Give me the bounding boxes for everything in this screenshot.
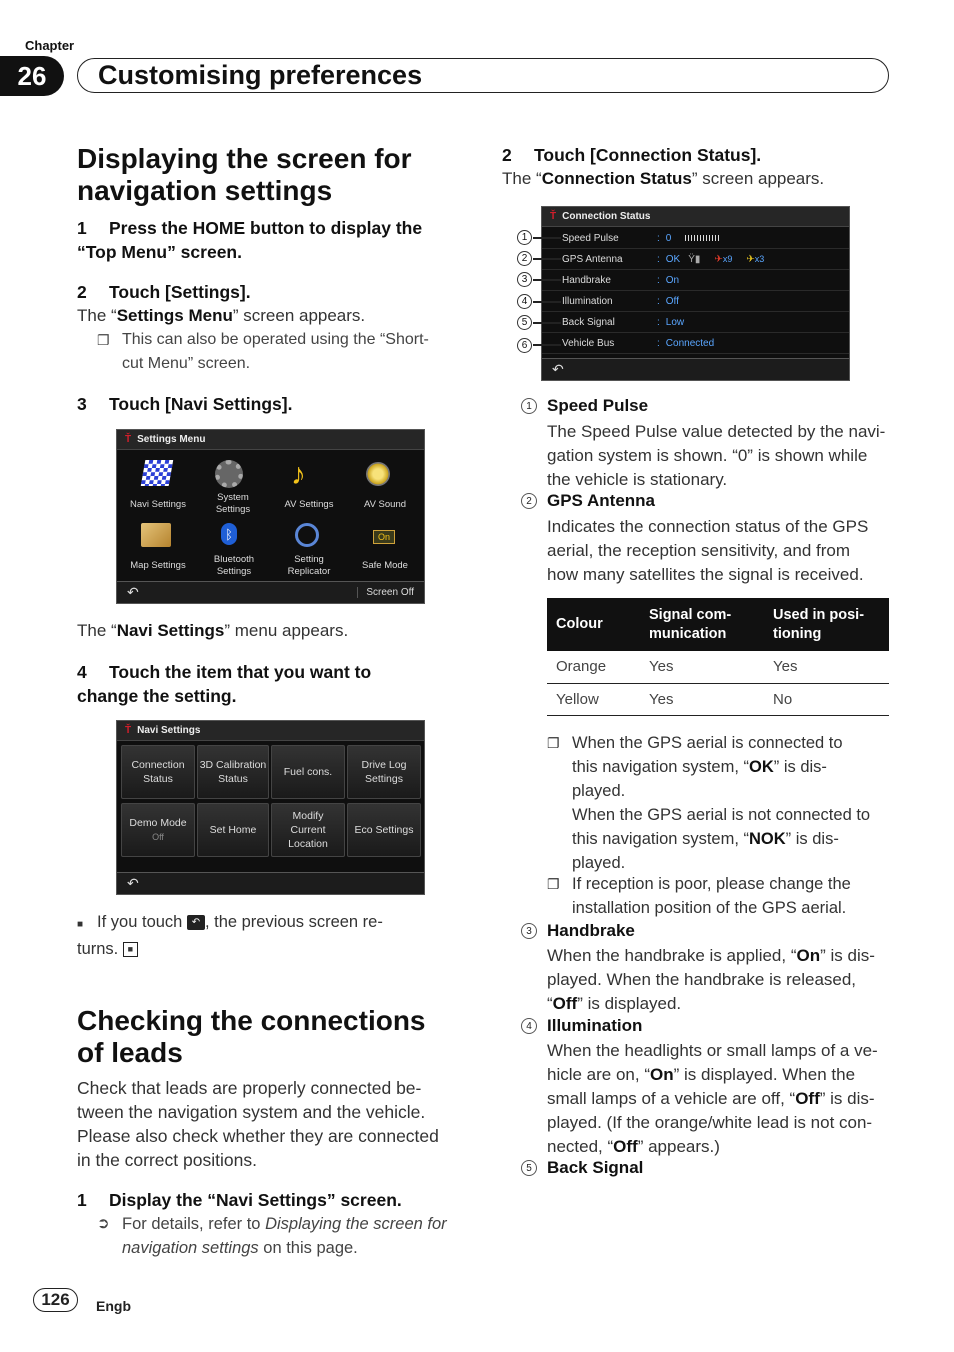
cross-reference-note <box>77 1212 447 1260</box>
row-value: Off <box>665 295 679 307</box>
chapter-number: 26 <box>0 56 64 96</box>
page-number: 126 <box>33 1288 78 1312</box>
step-text: Touch [Navi Settings]. <box>109 394 293 414</box>
step-number: 4 <box>77 662 87 682</box>
step-text: Press the HOME button to display the <box>109 218 423 238</box>
back-arrow-icon[interactable]: ↶ <box>127 875 139 891</box>
bold-text: Off <box>613 1137 638 1156</box>
row-value: On <box>665 274 680 286</box>
status-row-back-signal <box>542 312 849 333</box>
item-title-speed-pulse: Speed Pulse <box>547 396 649 415</box>
heading-line: navigation settings <box>77 175 333 206</box>
gps-antenna-desc <box>547 515 868 587</box>
back-arrow-icon[interactable]: ↶ <box>127 584 139 600</box>
item-title-handbrake: Handbrake <box>547 921 635 940</box>
step-2 <box>77 280 251 304</box>
bold-text: On <box>796 946 821 965</box>
header-text: tioning <box>773 625 822 642</box>
menu-item-navi-settings[interactable]: Navi Settings <box>130 499 186 510</box>
step-2-note <box>77 328 429 376</box>
status-row-speed-pulse <box>542 228 849 249</box>
callout-1: 1 <box>517 230 532 245</box>
screen-footer <box>117 581 424 603</box>
colon: : <box>657 316 660 328</box>
row-label: Vehicle Bus <box>562 337 615 349</box>
text: ” menu appears. <box>224 621 349 640</box>
text-line: played. <box>572 854 626 872</box>
text: turns. <box>77 940 119 958</box>
text: this navigation system, “ <box>572 830 749 848</box>
pioneer-icon: Ť <box>550 211 557 222</box>
row-label: Back Signal <box>562 316 615 328</box>
section-heading-displaying <box>77 143 412 207</box>
back-button-note <box>77 910 417 961</box>
gps-note-2 <box>527 872 851 920</box>
callout-line <box>533 258 561 260</box>
text-line: When the GPS aerial is connected to <box>572 734 843 752</box>
cell-sub-value: Off <box>152 832 164 842</box>
check-step-2-result <box>502 167 824 191</box>
menu-item-safe-mode[interactable]: Safe Mode <box>362 560 408 571</box>
text-line: When the GPS aerial is not connected to <box>572 806 871 824</box>
text: on this page. <box>258 1239 358 1257</box>
screen-footer <box>542 358 849 380</box>
text: ” is dis- <box>773 758 827 776</box>
gps-colour-table <box>547 598 889 716</box>
row-value: Low <box>665 316 685 328</box>
menu-item-bluetooth-settings[interactable]: Bluetooth Settings <box>213 554 255 577</box>
header-text: Colour <box>556 616 603 632</box>
callout-6: 6 <box>517 338 532 353</box>
bold-text: Off <box>552 994 578 1013</box>
text-line: If reception is poor, please change the <box>572 875 851 893</box>
speaker-icon <box>366 462 390 486</box>
pulse-bar <box>685 235 721 241</box>
back-button-icon: ↶ <box>187 915 205 930</box>
screen-title: Settings Menu <box>137 434 206 445</box>
text-line: The Speed Pulse value detected by the navi- <box>547 422 886 441</box>
text-line: played. (If the orange/white lead is not con- <box>547 1113 873 1132</box>
callout-line <box>533 322 561 324</box>
callout-line <box>533 237 561 239</box>
text: “ <box>547 994 553 1013</box>
screen-off-button[interactable]: Screen Off <box>357 587 414 598</box>
text: ” is displayed. <box>577 994 682 1013</box>
text-line: When the headlights or small lamps of a ve- <box>547 1041 878 1060</box>
connection-status-screenshot <box>541 206 850 381</box>
gear-icon <box>215 460 243 488</box>
satellite-yellow-icon: ✈ <box>746 253 755 265</box>
screen-title-bar <box>117 430 424 450</box>
step-number: 3 <box>77 394 87 414</box>
menu-item-system-settings[interactable]: System Settings <box>215 492 251 515</box>
music-note-icon: ♪ <box>291 458 306 491</box>
navi-settings-screenshot <box>116 720 425 895</box>
bold-text: Settings Menu <box>116 306 233 325</box>
step-3 <box>77 392 292 416</box>
bold-text: NOK <box>749 830 786 848</box>
checkbox-bullet-icon: ❐ <box>547 876 560 892</box>
text-line: aerial, the reception sensitivity, and from <box>547 541 850 560</box>
text: nected, “ <box>547 1137 614 1156</box>
item-title-gps-antenna: GPS Antenna <box>547 491 655 510</box>
status-row-gps-antenna <box>542 249 849 270</box>
text-line: tween the navigation system and the vehicle. <box>77 1102 426 1122</box>
callout-line <box>533 301 561 303</box>
text: The “ <box>502 169 542 188</box>
check-step-1 <box>77 1188 402 1212</box>
colon: : <box>657 232 660 244</box>
screen-title: Navi Settings <box>137 725 201 736</box>
step-text: Touch [Connection Status]. <box>534 145 762 165</box>
section-heading-checking <box>77 1005 426 1069</box>
text: ” is dis- <box>819 1089 875 1108</box>
text-line: how many satellites the signal is received. <box>547 565 864 584</box>
bold-text: Navi Settings <box>116 621 225 640</box>
speed-pulse-desc <box>547 420 885 492</box>
step-text: change the setting. <box>77 686 237 706</box>
arrow-bullet-icon: ➲ <box>97 1215 110 1232</box>
pioneer-icon: Ť <box>125 434 132 445</box>
table-cell: Yes <box>640 683 764 715</box>
gps-note-1 <box>527 731 870 875</box>
signal-strength-icon: Ϋ▮ <box>688 253 701 265</box>
step-number: 2 <box>502 145 512 165</box>
bold-text: OK <box>749 758 774 776</box>
language-code: Engb <box>96 1298 131 1314</box>
step-text: Touch the item that you want to <box>109 662 372 682</box>
text-line: the vehicle is stationary. <box>547 470 728 489</box>
row-label: Handbrake <box>562 274 611 286</box>
header-text: Used in posi- <box>773 606 865 623</box>
intro-paragraph <box>77 1076 439 1172</box>
reference-link[interactable]: Displaying the screen for <box>265 1215 447 1233</box>
bold-text: Connection Status <box>541 169 692 188</box>
text: The “ <box>77 306 117 325</box>
step-3-result <box>77 619 348 643</box>
bluetooth-icon: ᛒ <box>221 523 237 545</box>
step-1 <box>77 216 422 264</box>
satellite-orange-icon: ✈ <box>714 253 723 265</box>
text: ” is dis- <box>785 830 839 848</box>
reference-link[interactable]: navigation settings <box>122 1239 259 1257</box>
screen-title-bar <box>542 207 849 227</box>
back-arrow-icon[interactable]: ↶ <box>552 361 564 377</box>
screen-footer <box>117 872 424 894</box>
status-row-illumination <box>542 291 849 312</box>
text: ” screen appears. <box>232 306 366 325</box>
text-line: Please also check whether they are connected <box>77 1126 439 1146</box>
header-text: Signal com- <box>649 606 732 623</box>
illumination-desc <box>547 1039 878 1159</box>
item-title-illumination: Illumination <box>547 1016 643 1035</box>
table-row <box>547 651 889 683</box>
step-text: “Top Menu” screen. <box>77 242 242 262</box>
text: The “ <box>77 621 117 640</box>
cell-drive-log[interactable]: Drive Log Settings <box>347 745 421 799</box>
text: ” is displayed. When the <box>673 1065 856 1084</box>
menu-item-map-settings[interactable]: Map Settings <box>130 560 186 571</box>
item-title-back-signal: Back Signal <box>547 1158 644 1177</box>
colon: : <box>657 274 660 286</box>
text: ” appears.) <box>637 1137 720 1156</box>
satellite-count-orange: x9 <box>722 254 733 264</box>
menu-item-setting-replicator[interactable]: Setting Replicator <box>287 554 331 577</box>
safe-mode-badge: On <box>373 530 395 544</box>
table-cell: Yes <box>640 651 764 683</box>
table-row <box>547 683 889 715</box>
text-line: played. <box>572 782 626 800</box>
cell-fuel-cons[interactable]: Fuel cons. <box>271 745 345 799</box>
colon: : <box>657 253 660 265</box>
handbrake-desc <box>547 944 875 1016</box>
heading-line: of leads <box>77 1037 183 1068</box>
cell-3d-calibration[interactable]: 3D Calibration Status <box>197 745 269 799</box>
note-line: cut Menu” screen. <box>122 355 251 372</box>
text: hicle are on, “ <box>547 1065 650 1084</box>
table-cell: Yes <box>764 651 889 683</box>
callout-4: 4 <box>517 294 532 309</box>
bold-text: Off <box>795 1089 820 1108</box>
colon: : <box>657 295 660 307</box>
checkbox-bullet-icon: ❐ <box>547 735 560 751</box>
cell-modify-location[interactable]: Modify Current Location <box>271 803 345 857</box>
table-header-signal <box>640 598 764 651</box>
square-bullet-icon: ■ <box>77 919 84 930</box>
text: When the handbrake is applied, “ <box>547 946 797 965</box>
row-label: GPS Antenna <box>562 253 623 265</box>
text-line: gation system is shown. “0” is shown while <box>547 446 868 465</box>
checkbox-bullet-icon: ❐ <box>97 332 110 348</box>
text-line: Check that leads are properly connected be- <box>77 1078 422 1098</box>
item-number-3: 3 <box>521 923 537 939</box>
heading-line: Displaying the screen for <box>77 143 412 174</box>
checkered-flag-icon <box>141 460 174 486</box>
table-cell: No <box>764 683 889 715</box>
bold-text: On <box>650 1065 674 1084</box>
settings-menu-screenshot <box>116 429 425 604</box>
step-number: 2 <box>77 282 87 302</box>
note-line: This can also be operated using the “Short- <box>122 331 429 348</box>
text: , the previous screen re- <box>204 913 383 931</box>
table-header-colour <box>547 598 640 651</box>
cell-set-home[interactable]: Set Home <box>197 803 269 857</box>
table-cell: Yellow <box>547 683 640 715</box>
row-value: Connected <box>665 337 715 349</box>
screen-title-bar <box>117 721 424 741</box>
item-number-2: 2 <box>521 493 537 509</box>
callout-line <box>533 279 561 281</box>
step-2-result <box>77 304 365 328</box>
step-text: Touch [Settings]. <box>109 282 251 302</box>
step-number: 1 <box>77 218 87 238</box>
header-text: munication <box>649 625 727 642</box>
row-label: Illumination <box>562 295 613 307</box>
screen-title: Connection Status <box>562 211 651 222</box>
text-line: played. When the handbrake is released, <box>547 970 857 989</box>
replicator-icon <box>295 523 319 547</box>
row-value: 0 <box>665 232 672 244</box>
satellite-count-yellow: x3 <box>754 254 765 264</box>
table-header-positioning <box>764 598 889 651</box>
callout-line <box>533 344 561 346</box>
item-number-1: 1 <box>521 398 537 414</box>
row-value: OK <box>665 253 681 265</box>
text-line: in the correct positions. <box>77 1150 257 1170</box>
pioneer-icon: Ť <box>125 725 132 736</box>
chapter-title: Customising preferences <box>77 58 889 93</box>
colon: : <box>657 337 660 349</box>
step-4 <box>77 660 371 708</box>
step-text: Display the “Navi Settings” screen. <box>109 1190 402 1210</box>
status-row-handbrake <box>542 270 849 291</box>
menu-item-av-sound[interactable]: AV Sound <box>363 499 407 510</box>
item-number-4: 4 <box>521 1018 537 1034</box>
cell-demo-mode[interactable] <box>121 803 195 857</box>
chapter-label: Chapter <box>25 38 75 53</box>
callout-2: 2 <box>517 251 532 266</box>
check-step-2 <box>502 143 761 167</box>
menu-item-av-settings[interactable]: AV Settings <box>284 499 334 510</box>
cell-label: Demo Mode <box>129 817 187 829</box>
cell-connection-status[interactable]: Connection Status <box>121 745 195 799</box>
table-cell: Orange <box>547 651 640 683</box>
callout-3: 3 <box>517 272 532 287</box>
text-line: installation position of the GPS aerial. <box>572 899 847 917</box>
map-icon <box>141 523 171 547</box>
end-mark-icon: ■ <box>123 942 138 957</box>
text: small lamps of a vehicle are off, “ <box>547 1089 796 1108</box>
table-header-row <box>547 598 889 651</box>
text: ” screen appears. <box>691 169 825 188</box>
item-number-5: 5 <box>521 1160 537 1176</box>
text-line: Indicates the connection status of the GPS <box>547 517 869 536</box>
callout-5: 5 <box>517 315 532 330</box>
text: ” is dis- <box>820 946 875 965</box>
text: this navigation system, “ <box>572 758 749 776</box>
text: If you touch <box>97 913 187 931</box>
heading-line: Checking the connections <box>77 1005 426 1036</box>
status-row-vehicle-bus <box>542 333 849 354</box>
cell-eco-settings[interactable]: Eco Settings <box>347 803 421 857</box>
text: For details, refer to <box>122 1215 266 1233</box>
row-label: Speed Pulse <box>562 232 619 244</box>
step-number: 1 <box>77 1190 87 1210</box>
